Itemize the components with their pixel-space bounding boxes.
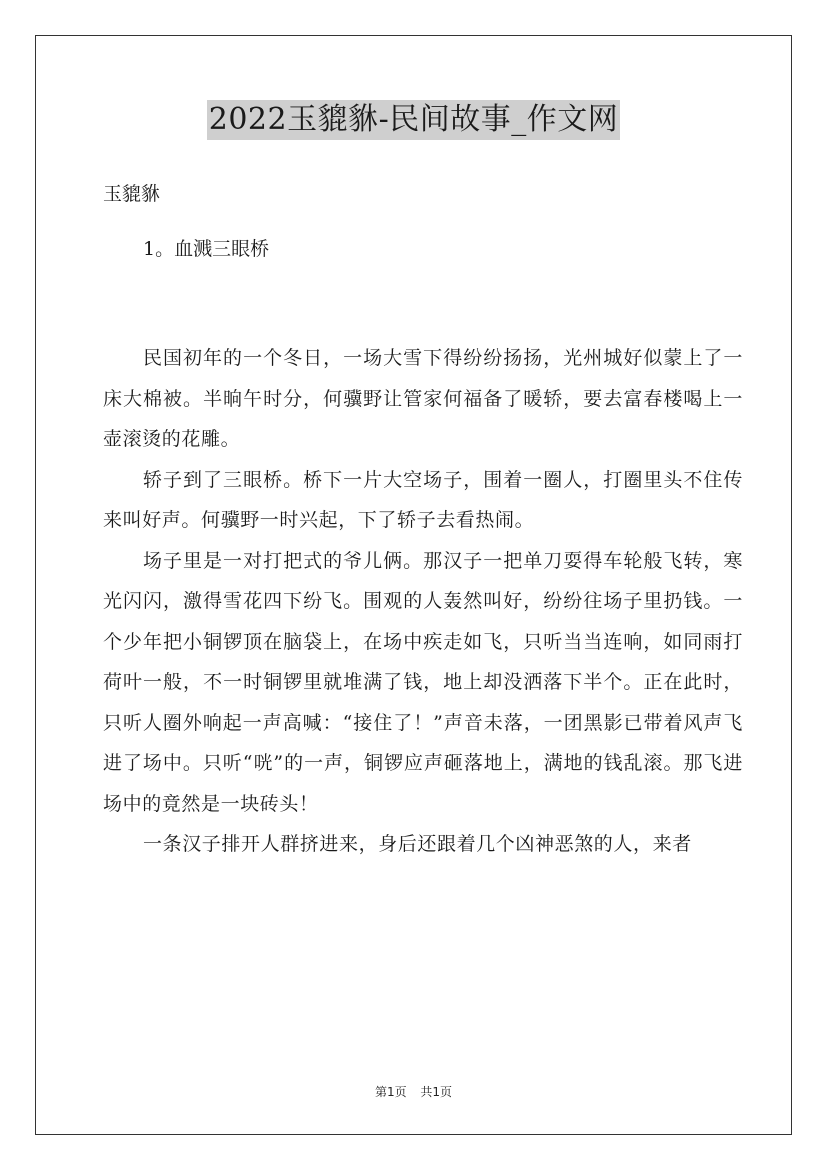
document-body <box>103 338 743 865</box>
paragraph: 一条汉子排开人群挤进来，身后还跟着几个凶神恶煞的人，来者 <box>143 833 692 855</box>
paragraph: 轿子到了三眼桥。桥下一片大空场子，围着一圈人，打圈里头不住传来叫好声。何骥野一时兴起，下了轿子去看热闹。 <box>103 468 743 531</box>
chapter-heading: 1。血溅三眼桥 <box>143 238 270 260</box>
page-footer <box>0 1084 827 1100</box>
page-total: 共1页 <box>420 1085 453 1099</box>
paragraph: 民国初年的一个冬日，一场大雪下得纷纷扬扬，光州城好似蒙上了一床大棉被。半晌午时分，何骥野让管家何福备了暖轿，要去富春楼喝上一壶滚烫的花雕。 <box>103 347 743 450</box>
document-subtitle: 玉貔貅 <box>103 183 161 205</box>
document-title: 2022玉貔貅-民间故事_作文网 <box>207 100 620 140</box>
page-number: 第1页 <box>374 1085 407 1099</box>
paragraph: 场子里是一对打把式的爷儿俩。那汉子一把单刀耍得车轮般飞转，寒光闪闪，激得雪花四下纷飞。围观的人轰然叫好，纷纷往场子里扔钱。一个少年把小铜锣顶在脑袋上，在场中疾走如飞，只听当当连响，如同雨打荷叶一般，不一时铜锣里就堆满了钱，地上却没洒落下半个。正在此时，只听人圈外响起一声高喊：“接住了！”声音未落，一团黑影已带着风声飞进了场中。只听“咣”的一声，铜锣应声砸落地上，满地的钱乱滚。那飞进场中的竟然是一块砖头！ <box>103 549 743 815</box>
title-container <box>0 100 827 140</box>
